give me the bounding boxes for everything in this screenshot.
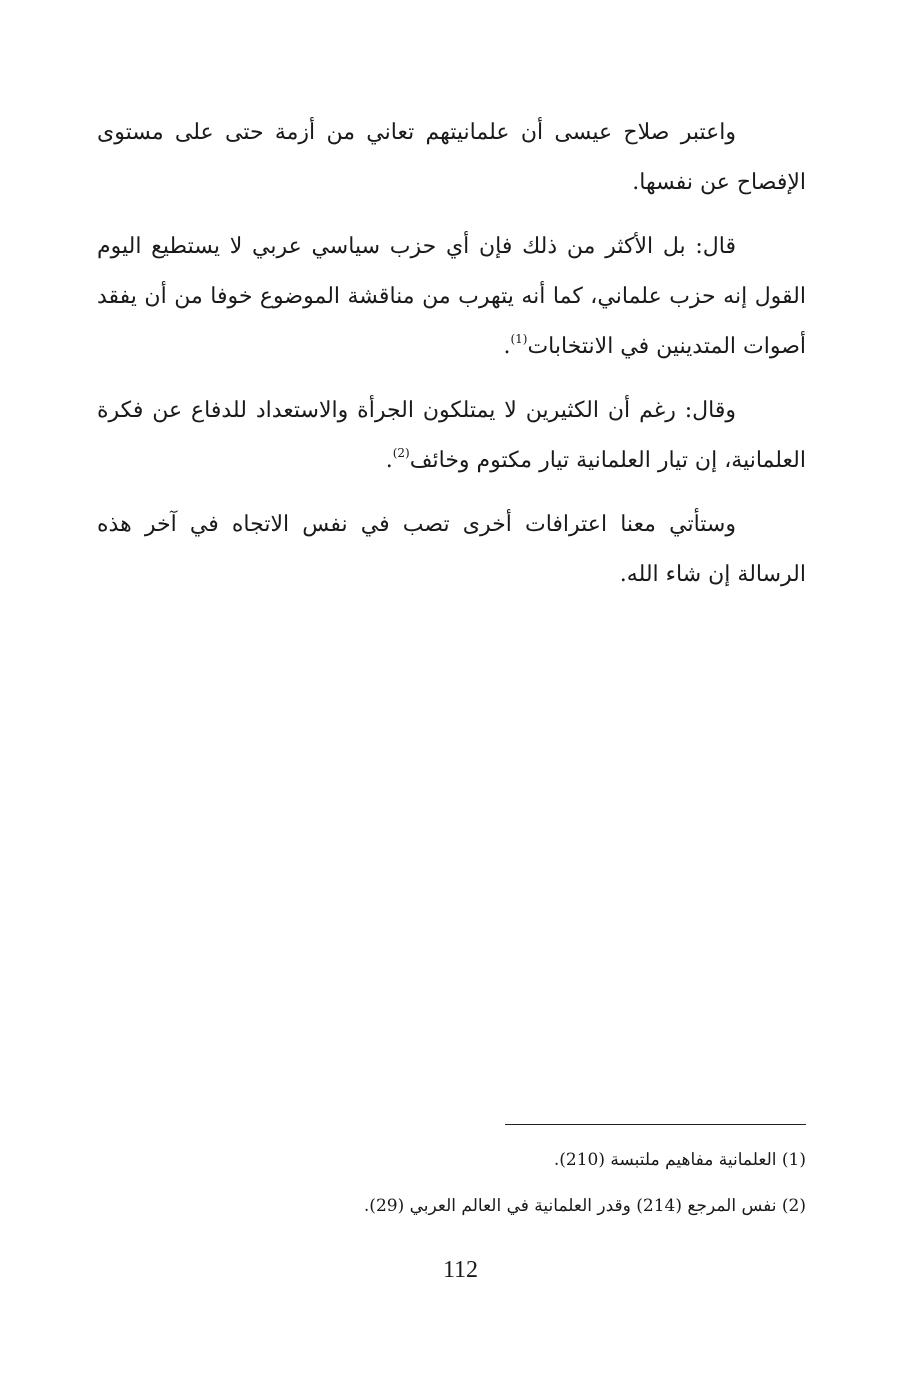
paragraph-1	[97, 108, 806, 208]
paragraph-2-text: قال: بل الأكثر من ذلك فإن أي حزب سياسي عربي لا يستطيع اليوم القول إنه حزب علماني، كما أنه يتهرب من مناقشة الموضوع خوفا من أن يفقد أصوات المتدينين في الانتخابات	[97, 234, 806, 359]
paragraph-2	[97, 222, 806, 372]
footnote-2: (2) نفس المرجع (214) وقدر العلمانية في العالم العربي (29).	[363, 1196, 806, 1216]
footnote-divider	[505, 1124, 806, 1125]
paragraph-4-text: وستأتي معنا اعترافات أخرى تصب في نفس الاتجاه في آخر هذه الرسالة إن شاء الله.	[97, 512, 806, 587]
main-text	[97, 108, 806, 614]
footnotes	[97, 1140, 806, 1232]
page-number: 112	[442, 1257, 479, 1283]
paragraph-2-end: .	[503, 334, 511, 359]
paragraph-3	[97, 386, 806, 486]
paragraph-4	[97, 500, 806, 600]
paragraph-3-text: وقال: رغم أن الكثيرين لا يمتلكون الجرأة والاستعداد للدفاع عن فكرة العلمانية، إن تيار العلمانية تيار مكتوم وخائف	[97, 398, 806, 473]
footnote-ref-1[interactable]: (1)	[510, 332, 528, 346]
footnote-ref-2[interactable]: (2)	[392, 446, 410, 460]
footnote-1: (1) العلمانية مفاهيم ملتبسة (210).	[553, 1150, 806, 1170]
paragraph-3-end: .	[385, 448, 393, 473]
paragraph-1-text: واعتبر صلاح عيسى أن علمانيتهم تعاني من أزمة حتى على مستوى الإفصاح عن نفسها.	[97, 120, 806, 195]
